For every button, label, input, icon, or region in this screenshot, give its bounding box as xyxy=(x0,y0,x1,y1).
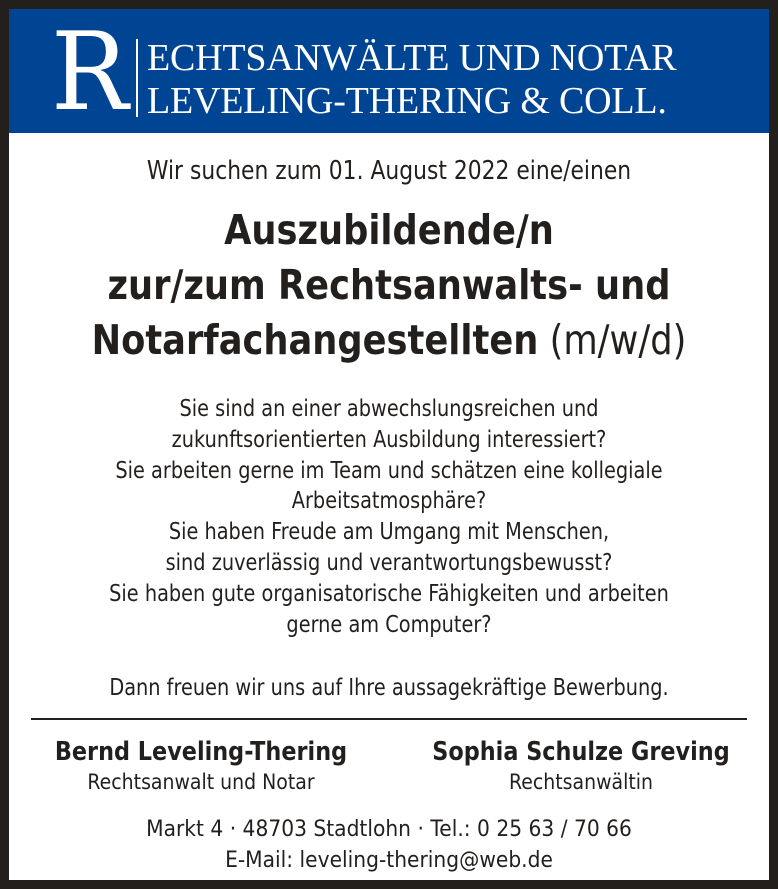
intro-text: Wir suchen zum 01. August 2022 eine/einen xyxy=(146,156,632,186)
job-title-gender-note: (m/w/d) xyxy=(538,316,687,364)
firm-header xyxy=(9,9,769,133)
requirements-text xyxy=(70,394,708,640)
firm-name-line-2: LEVELING-THERING & COLL. xyxy=(147,80,667,122)
signatory-1 xyxy=(21,736,381,796)
logo-letter: R xyxy=(51,10,129,135)
requirements-line: gerne am Computer? xyxy=(286,611,492,638)
signatory-name: Bernd Leveling-Thering xyxy=(54,737,348,767)
firm-name-line-1: ECHTSANWÄLTE UND NOTAR xyxy=(147,37,677,79)
signatory-role: Rechtsanwalt und Notar xyxy=(87,770,315,794)
divider-line xyxy=(31,718,747,720)
job-title-line-2: zur/zum Rechtsanwalts- und xyxy=(107,261,671,309)
job-title xyxy=(62,203,716,368)
requirements-line: sind zuverlässig und verantwortungsbewusst? xyxy=(165,549,613,576)
requirements-line: zukunftsorientierten Ausbildung interessiert? xyxy=(171,426,607,453)
signatory-name: Sophia Schulze Greving xyxy=(432,737,730,767)
job-title-profession: Notarfachangestellten xyxy=(91,316,539,364)
requirements-line: Arbeitsatmosphäre? xyxy=(291,488,487,515)
contact-block xyxy=(39,814,738,876)
closing-text: Dann freuen wir uns auf Ihre aussagekräftige Bewerbung. xyxy=(109,675,669,701)
email-line: E-Mail: leveling-thering@web.de xyxy=(225,848,553,873)
signatory-2 xyxy=(401,736,761,796)
job-title-line-3 xyxy=(62,313,716,368)
requirements-line: Sie sind an einer abwechslungsreichen und xyxy=(179,396,599,422)
requirements-line: Sie haben gute organisatorische Fähigkeiten und arbeiten xyxy=(109,580,669,607)
logo-divider xyxy=(136,39,138,117)
address-line: Markt 4 · 48703 Stadtlohn · Tel.: 0 25 63 / 70 66 xyxy=(146,817,632,842)
requirements-line: Sie arbeiten gerne im Team und schätzen eine kollegiale xyxy=(115,457,663,484)
requirements-line: Sie haben Freude am Umgang mit Menschen, xyxy=(168,519,610,546)
signatory-role: Rechtsanwältin xyxy=(508,770,654,794)
job-title-line-1: Auszubildende/n xyxy=(224,206,554,254)
